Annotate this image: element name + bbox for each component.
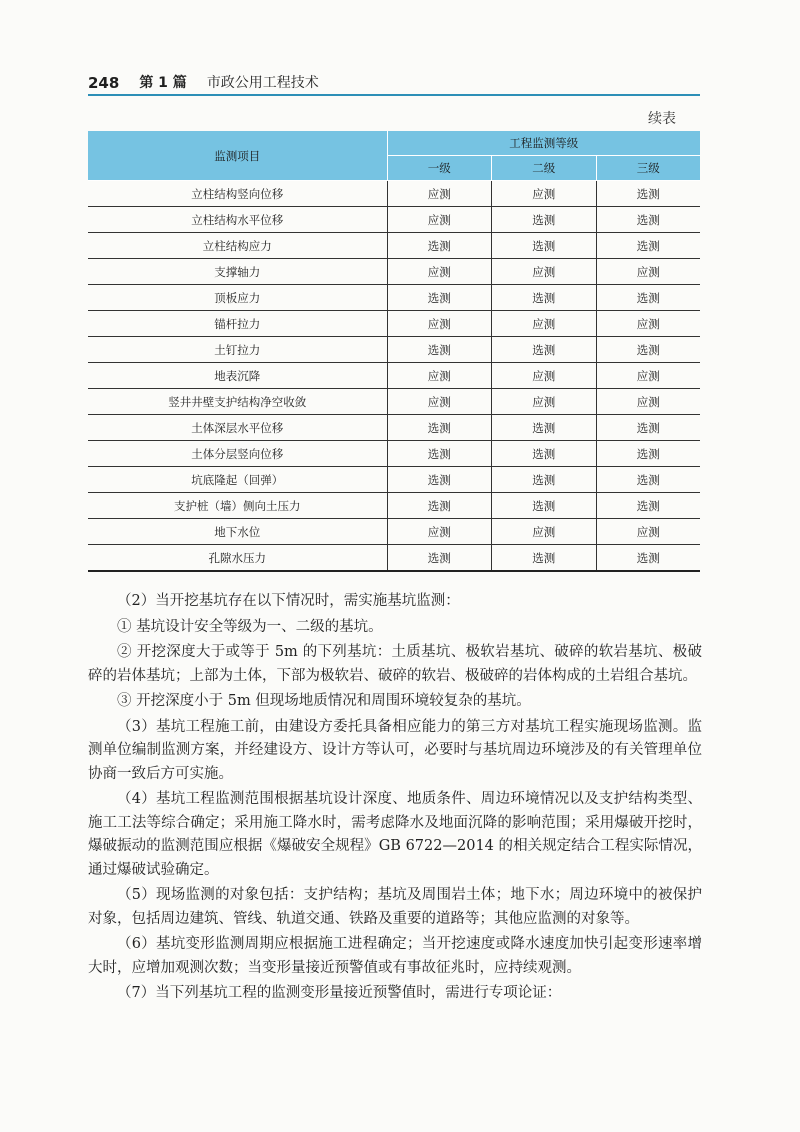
monitoring-item-cell: 支护桩（墙）侧向土压力 — [88, 493, 387, 519]
monitoring-table — [88, 131, 700, 572]
table-row — [88, 519, 700, 545]
table-row — [88, 259, 700, 285]
level-2-cell: 选测 — [492, 415, 596, 441]
level-1-cell: 选测 — [387, 285, 491, 311]
table-row — [88, 233, 700, 259]
paragraph: （4）基坑工程监测范围根据基坑设计深度、地质条件、周边环境情况以及支护结构类型、施工工法等综合确定；采用施工降水时，需考虑降水及地面沉降的影响范围；采用爆破开挖时，爆破振动的监测范围应根据《爆破安全规程》GB 6722—2014 的相关规定结合工程实际情况，通过爆破试验确定。 — [88, 791, 702, 878]
level-1-cell: 应测 — [387, 207, 491, 233]
header-monitoring-item: 监测项目 — [88, 131, 387, 181]
monitoring-item-cell: 地表沉降 — [88, 363, 387, 389]
level-3-cell: 选测 — [596, 493, 700, 519]
monitoring-item-cell: 立柱结构竖向位移 — [88, 181, 387, 207]
level-2-cell: 选测 — [492, 545, 596, 572]
level-1-cell: 应测 — [387, 363, 491, 389]
level-3-cell: 应测 — [596, 519, 700, 545]
level-1-cell: 应测 — [387, 181, 491, 207]
level-2-cell: 选测 — [492, 207, 596, 233]
level-2-cell: 应测 — [492, 311, 596, 337]
level-2-cell: 应测 — [492, 519, 596, 545]
page-number: 248 — [88, 74, 120, 92]
level-3-cell: 选测 — [596, 233, 700, 259]
table-row — [88, 467, 700, 493]
header-divider — [88, 94, 700, 96]
level-2-cell: 应测 — [492, 181, 596, 207]
body-text — [88, 590, 702, 1008]
level-2-cell: 选测 — [492, 337, 596, 363]
paragraph: （2）当开挖基坑存在以下情况时，需实施基坑监测： — [117, 593, 460, 609]
paragraph: ② 开挖深度大于或等于 5m 的下列基坑：土质基坑、极软岩基坑、破碎的软岩基坑、极破碎的岩体基坑；上部为土体，下部为极软岩、破碎的软岩、极破碎的岩体构成的土岩组合基坑。 — [88, 644, 702, 684]
table-row — [88, 285, 700, 311]
table-row — [88, 363, 700, 389]
level-3-cell: 选测 — [596, 285, 700, 311]
paragraph: （3）基坑工程施工前，由建设方委托具备相应能力的第三方对基坑工程实施现场监测。监测单位编制监测方案，并经建设方、设计方等认可，必要时与基坑周边环境涉及的有关管理单位协商一致后方可实施。 — [88, 718, 702, 782]
monitoring-item-cell: 孔隙水压力 — [88, 545, 387, 572]
part-label: 第 1 篇 — [139, 75, 187, 91]
level-3-cell: 选测 — [596, 207, 700, 233]
level-2-cell: 应测 — [492, 363, 596, 389]
monitoring-item-cell: 地下水位 — [88, 519, 387, 545]
level-3-cell: 应测 — [596, 259, 700, 285]
header-level-2: 二级 — [492, 156, 596, 181]
level-1-cell: 应测 — [387, 389, 491, 415]
level-2-cell: 应测 — [492, 259, 596, 285]
level-1-cell: 应测 — [387, 519, 491, 545]
paragraph: （5）现场监测的对象包括：支护结构；基坑及周围岩土体；地下水；周边环境中的被保护对象，包括周边建筑、管线、轨道交通、铁路及重要的道路等；其他应监测的对象等。 — [88, 887, 702, 927]
level-2-cell: 选测 — [492, 233, 596, 259]
level-2-cell: 选测 — [492, 285, 596, 311]
table-body — [88, 181, 700, 572]
level-2-cell: 选测 — [492, 493, 596, 519]
level-1-cell: 选测 — [387, 467, 491, 493]
level-1-cell: 应测 — [387, 311, 491, 337]
continued-label: 续表 — [648, 111, 676, 127]
level-3-cell: 应测 — [596, 389, 700, 415]
monitoring-item-cell: 竖井井壁支护结构净空收敛 — [88, 389, 387, 415]
table-row — [88, 493, 700, 519]
level-1-cell: 选测 — [387, 493, 491, 519]
monitoring-item-cell: 顶板应力 — [88, 285, 387, 311]
chapter-title: 市政公用工程技术 — [206, 75, 319, 91]
level-3-cell: 选测 — [596, 545, 700, 572]
table-row — [88, 207, 700, 233]
table-row — [88, 337, 700, 363]
monitoring-item-cell: 锚杆拉力 — [88, 311, 387, 337]
paragraph: （6）基坑变形监测周期应根据施工进程确定；当开挖速度或降水速度加快引起变形速率增大时，应增加观测次数；当变形量接近预警值或有事故征兆时，应持续观测。 — [88, 936, 702, 976]
monitoring-item-cell: 立柱结构应力 — [88, 233, 387, 259]
level-2-cell: 选测 — [492, 467, 596, 493]
table-row — [88, 311, 700, 337]
paragraph: （7）当下列基坑工程的监测变形量接近预警值时，需进行专项论证： — [117, 985, 562, 1001]
level-3-cell: 应测 — [596, 311, 700, 337]
level-3-cell: 选测 — [596, 181, 700, 207]
monitoring-item-cell: 立柱结构水平位移 — [88, 207, 387, 233]
level-3-cell: 选测 — [596, 337, 700, 363]
page-header — [88, 70, 700, 92]
monitoring-item-cell: 坑底隆起（回弹） — [88, 467, 387, 493]
table-row — [88, 441, 700, 467]
level-1-cell: 选测 — [387, 415, 491, 441]
level-1-cell: 选测 — [387, 441, 491, 467]
level-2-cell: 选测 — [492, 441, 596, 467]
monitoring-item-cell: 土体深层水平位移 — [88, 415, 387, 441]
table-row — [88, 415, 700, 441]
header-level-1: 一级 — [387, 156, 491, 181]
header-monitoring-level: 工程监测等级 — [387, 131, 700, 156]
table-row — [88, 181, 700, 207]
level-1-cell: 应测 — [387, 259, 491, 285]
level-1-cell: 选测 — [387, 545, 491, 572]
paragraph: ① 基坑设计安全等级为一、二级的基坑。 — [117, 618, 383, 635]
table-row — [88, 545, 700, 572]
paragraph: ③ 开挖深度小于 5m 但现场地质情况和周围环境较复杂的基坑。 — [117, 693, 531, 709]
level-3-cell: 选测 — [596, 415, 700, 441]
level-3-cell: 选测 — [596, 441, 700, 467]
monitoring-item-cell: 土钉拉力 — [88, 337, 387, 363]
monitoring-item-cell: 支撑轴力 — [88, 259, 387, 285]
level-1-cell: 选测 — [387, 233, 491, 259]
header-level-3: 三级 — [596, 156, 700, 181]
level-1-cell: 选测 — [387, 337, 491, 363]
table-row — [88, 389, 700, 415]
level-2-cell: 应测 — [492, 389, 596, 415]
level-3-cell: 应测 — [596, 363, 700, 389]
monitoring-item-cell: 土体分层竖向位移 — [88, 441, 387, 467]
level-3-cell: 选测 — [596, 467, 700, 493]
